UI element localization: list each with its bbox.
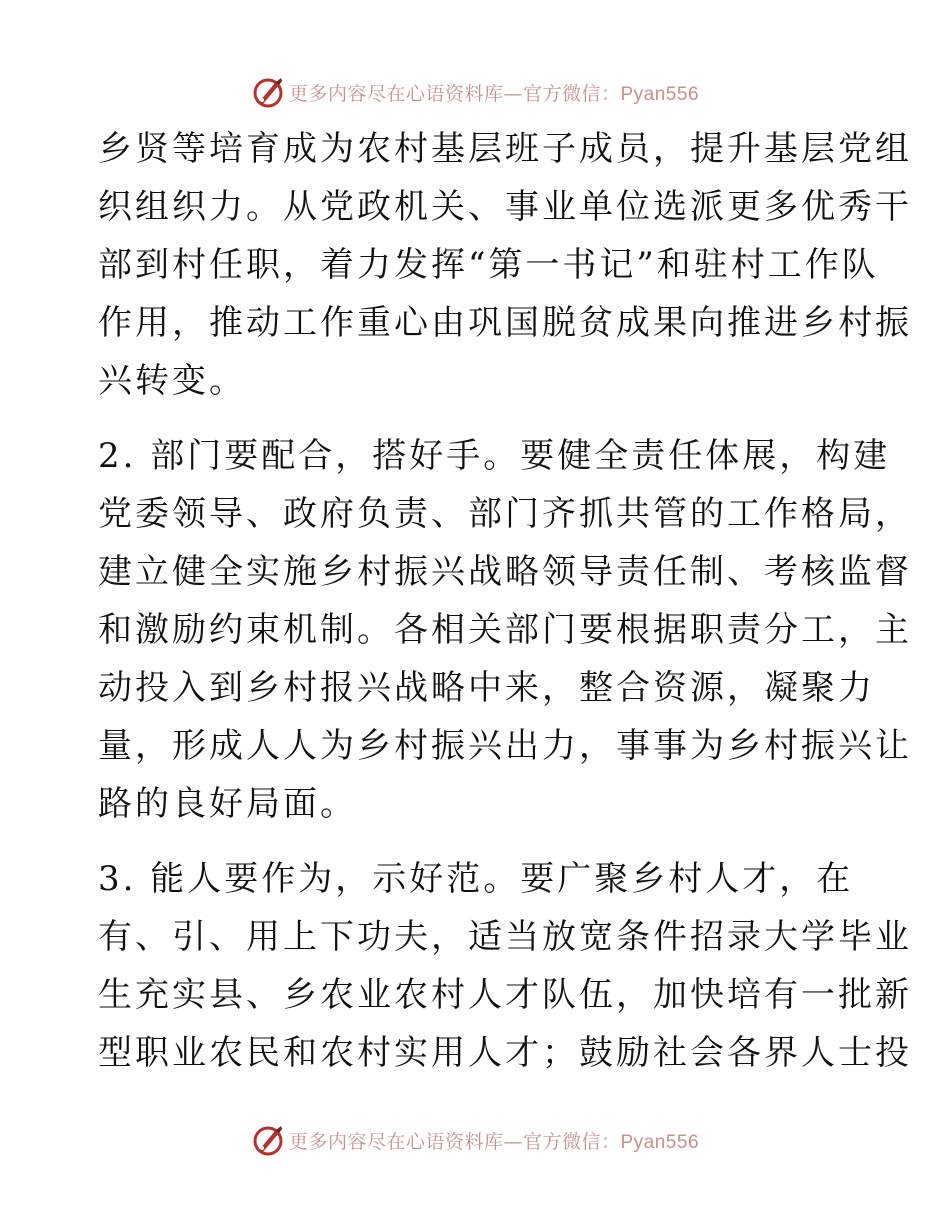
text-line: 型职业农民和农村实用人才；鼓励社会各界人士投	[98, 1033, 912, 1073]
text-line: 作用，推动工作重心由巩国脱贫成果向推进乡村振	[98, 303, 912, 343]
text-line: 党委领导、政府负责、部门齐抓共管的工作格局，	[98, 494, 912, 534]
text-line: 路的良好局面。	[98, 784, 357, 824]
text-line: 部到村任职，着力发挥“第一书记”和驻村工作队	[98, 245, 879, 285]
text-line: 和激励约束机制。各相关部门要根据职责分工，主	[98, 610, 912, 650]
watermark-wechat-id: Pyan556	[620, 1131, 700, 1153]
text-line: 兴转变。	[98, 361, 246, 401]
watermark-cn-text: 更多内容尽在心语资料库—官方微信：	[288, 1130, 621, 1153]
document-body	[98, 120, 912, 1082]
watermark-text	[289, 1127, 699, 1154]
quill-pen-logo-icon	[251, 75, 285, 109]
text-line: 2. 部门要配合，搭好手。要健全责任体展，构建	[98, 436, 891, 476]
paragraph-2	[98, 427, 912, 833]
header-watermark	[0, 72, 950, 112]
text-line: 乡贤等培育成为农村基层班子成员，提升基层党组	[98, 129, 912, 169]
text-line: 量，形成人人为乡村振兴出力，事事为乡村振兴让	[98, 726, 912, 766]
watermark-wechat-id: Pyan556	[620, 83, 700, 105]
watermark-text	[289, 79, 699, 106]
text-line: 建立健全实施乡村振兴战略领导责任制、考核监督	[98, 552, 912, 592]
paragraph-3	[98, 850, 912, 1082]
text-line: 织组织力。从党政机关、事业单位选派更多优秀干	[98, 187, 912, 227]
text-line: 动投入到乡村报兴战略中来，整合资源，凝聚力	[98, 668, 875, 708]
text-line: 生充实县、乡农业农村人才队伍，加快培有一批新	[98, 975, 912, 1015]
quill-pen-logo-icon	[251, 1123, 285, 1157]
text-line: 3. 能人要作为，示好范。要广聚乡村人才，在	[98, 859, 854, 899]
footer-watermark	[0, 1120, 950, 1160]
watermark-cn-text: 更多内容尽在心语资料库—官方微信：	[288, 82, 621, 105]
text-line: 有、引、用上下功夫，适当放宽条件招录大学毕业	[98, 917, 912, 957]
paragraph-1	[98, 120, 912, 410]
